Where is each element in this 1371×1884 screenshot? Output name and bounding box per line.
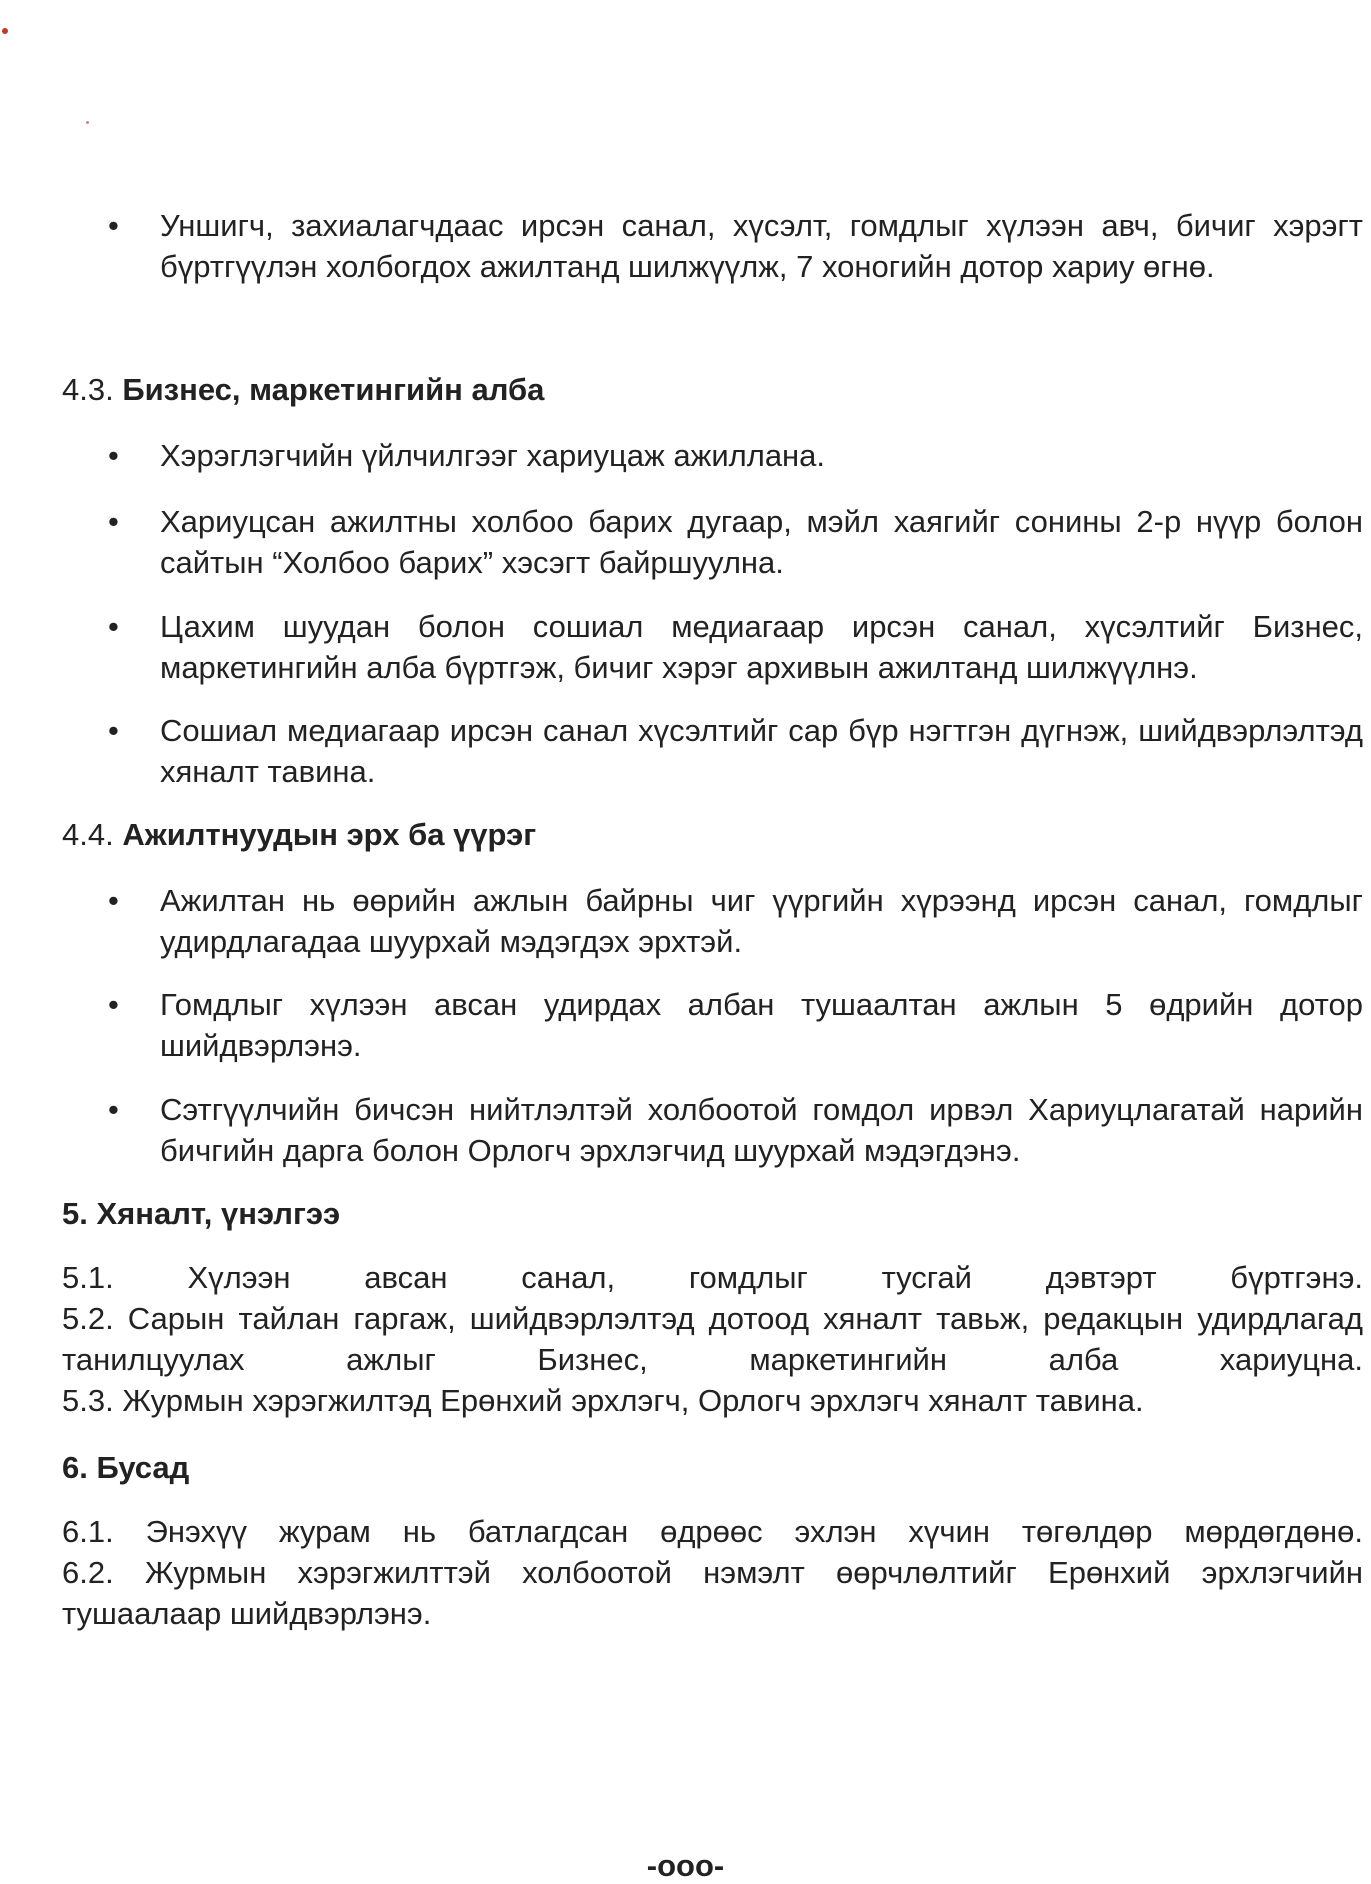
bullet-text: Гомдлыг хүлээн авсан удирдах албан тушаалтан ажлын 5 өдрийн дотор шийдвэрлэнэ. [160,987,1363,1063]
section-heading-6: 6. Бусад [62,1450,190,1485]
bullet-icon: • [108,713,119,748]
end-of-document-mark: -ooo- [646,1848,725,1883]
bullet-icon: • [108,883,119,918]
bullet-text: Сэтгүүлчийн бичсэн нийтлэлтэй холбоотой гомдол ирвэл Хариуцлагатай нарийн бичгийн дарга болон Орлогч эрхлэгчид шуурхай мэдэгдэнэ. [160,1092,1363,1168]
bullet-icon: • [108,504,119,539]
scan-speck [2,28,8,34]
bullet-icon: • [108,987,119,1022]
paragraph-line: 6.1. Энэхүү журам нь батлагдсан өдрөөс эхлэн хүчин төгөлдөр мөрдөгдөнө. [62,1514,1363,1549]
bullet-icon: • [108,1092,119,1127]
bullet-text: Сошиал медиагаар ирсэн санал хүсэлтийг сар бүр нэгтгэн дүгнэж, шийдвэрлэлтэд хяналт тавина. [160,713,1363,789]
paragraph-line: 5.3. Журмын хэрэгжилтэд Ерөнхий эрхлэгч, Орлогч эрхлэгч хяналт тавина. [62,1383,1144,1418]
section-heading-4-3 [62,369,544,410]
paragraph-line: 5.1. Хүлээн авсан санал, гомдлыг тусгай дэвтэрт бүртгэнэ. [62,1260,1363,1295]
bullet-icon: • [108,208,119,243]
bullet-icon: • [108,438,119,473]
bullet-text: Цахим шуудан болон сошиал медиагаар ирсэн санал, хүсэлтийг Бизнес, маркетингийн алба бүртгэж, бичиг хэрэг архивын ажилтанд шилжүүлнэ. [160,609,1363,685]
section-number: 4.3. [62,372,114,407]
bullet-icon: • [108,609,119,644]
bullet-text: Хариуцсан ажилтны холбоо барих дугаар, мэйл хаягийг сонины 2-р нүүр болон сайтын “Холбоо барих” хэсэгт байршуулна. [160,504,1363,580]
scan-speck [86,121,89,124]
section-6-body [62,1511,1363,1634]
section-heading-4-4 [62,814,536,855]
section-number: 4.4. [62,817,114,852]
bullet-text: Ажилтан нь өөрийн ажлын байрны чиг үүргийн хүрээнд ирсэн санал, гомдлыг удирдлагадаа шуурхай мэдэгдэх эрхтэй. [160,883,1363,959]
paragraph-line: 6.2. Журмын хэрэгжилттэй холбоотой нэмэлт өөрчлөлтийг Ерөнхий эрхлэгчийн тушаалаар шийдвэрлэнэ. [62,1555,1363,1631]
section-title: Ажилтнуудын эрх ба үүрэг [122,817,537,852]
bullet-text: Хэрэглэгчийн үйлчилгээг хариуцаж ажиллана. [160,438,826,473]
bullet-text: Уншигч, захиалагчдаас ирсэн санал, хүсэлт, гомдлыг хүлээн авч, бичиг хэрэгт бүртгүүлэн холбогдох ажилтанд шилжүүлж, 7 хоногийн дотор хариу өгнө. [160,208,1363,284]
section-5-body [62,1257,1363,1421]
section-title: Бизнес, маркетингийн алба [122,372,545,407]
paragraph-line: 5.2. Сарын тайлан гаргаж, шийдвэрлэлтэд дотоод хяналт тавьж, редакцын удирдлагад танилцуулах ажлыг Бизнес, маркетингийн алба хариуцна. [62,1301,1363,1377]
section-heading-5: 5. Хяналт, үнэлгээ [62,1196,341,1231]
